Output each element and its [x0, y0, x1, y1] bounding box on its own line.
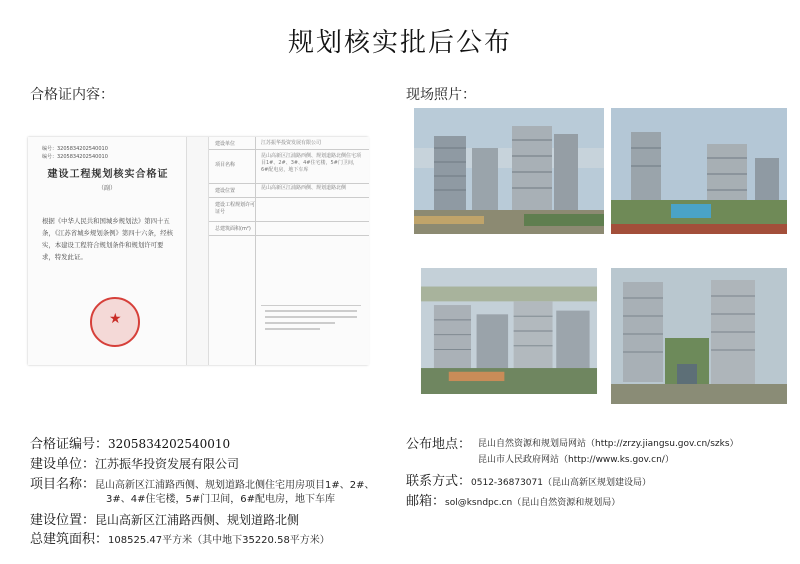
photos-section-label: 现场照片： — [406, 87, 476, 103]
contact-row — [406, 470, 651, 489]
project-label: 项目名称： — [30, 477, 96, 492]
unit-value: 江苏振华投资发展有限公司 — [95, 457, 240, 471]
cert-no-label: 合格证编号： — [30, 437, 109, 452]
project-value-line1: 昆山高新区江浦路西侧、规划道路北侧住宅用房项目1#、2#、 — [95, 480, 375, 491]
unit-row — [30, 453, 239, 472]
cert-no-value: 3205834202540010 — [108, 437, 231, 451]
publish-link-2[interactable]: 昆山市人民政府网站（http://www.ks.gov.cn/） — [478, 455, 674, 465]
form-notes — [261, 305, 361, 350]
official-seal — [90, 297, 140, 347]
cert-no-row — [30, 433, 230, 452]
publish-label: 公布地点： — [406, 437, 472, 452]
site-photo-3 — [414, 268, 604, 394]
area-value: 108525.47平方米（其中地下35220.58平方米） — [108, 535, 330, 546]
form-row: 建设位置 昆山高新区江浦路西侧、规划道路北侧 — [209, 183, 369, 198]
certificate-left-page — [28, 137, 187, 365]
certificate-header-1: 编号：3205834202540010 — [42, 146, 108, 152]
contact-value: 0512-36873071（昆山高新区规划建设局） — [471, 478, 651, 488]
certificate-header-2: 编号：3205834202540010 — [42, 154, 108, 160]
seal-star-icon: ★ — [109, 311, 122, 327]
site-photo-4 — [611, 268, 787, 404]
area-row — [30, 528, 330, 547]
form-row: 项目名称 昆山高新区江浦路西侧、规划道路北侧住宅项目1#、2#、3#、4#住宅楼，5#门卫间，6#配电房，地下车库 — [209, 149, 369, 184]
form-row: 总建筑面积(m²) — [209, 221, 369, 236]
site-photo-1 — [414, 108, 604, 234]
location-value: 昆山高新区江浦路西侧、规划道路北侧 — [95, 513, 300, 527]
form-row: 建设工程规划许可证号 — [209, 197, 369, 222]
area-label: 总建筑面积： — [30, 532, 109, 547]
location-row — [30, 509, 299, 528]
certificate-section-label: 合格证内容： — [30, 87, 114, 103]
email-row — [406, 490, 620, 509]
location-label: 建设位置： — [30, 513, 96, 528]
certificate-image — [28, 137, 368, 365]
certificate-subtitle: （副） — [98, 185, 117, 192]
unit-label: 建设单位： — [30, 457, 96, 472]
contact-label: 联系方式： — [406, 474, 472, 489]
certificate-title: 建设工程规划核实合格证 — [47, 169, 169, 180]
form-row: 建设单位 江苏振华投资发展有限公司 — [209, 137, 369, 150]
certificate-body: 根据《中华人民共和国城乡规划法》第四十五条，《江苏省城乡规划条例》第四十六条，经核实，本建设工程符合规划条件和规划许可要求，特发此证。 — [42, 217, 174, 261]
publish-link-1[interactable]: 昆山自然资源和规划局网站（http://zrzy.jiangsu.gov.cn/szks） — [478, 439, 739, 449]
publish-row — [406, 433, 471, 452]
certificate-right-page — [208, 137, 369, 365]
email-value[interactable]: sol@ksndpc.cn（昆山自然资源和规划局） — [445, 498, 621, 508]
page-title: 规划核实批后公布 — [287, 28, 512, 58]
site-photo-2 — [611, 108, 787, 234]
email-label: 邮箱： — [406, 494, 446, 509]
project-value-line2: 3#、4#住宅楼，5#门卫间，6#配电房，地下车库 — [106, 494, 335, 505]
